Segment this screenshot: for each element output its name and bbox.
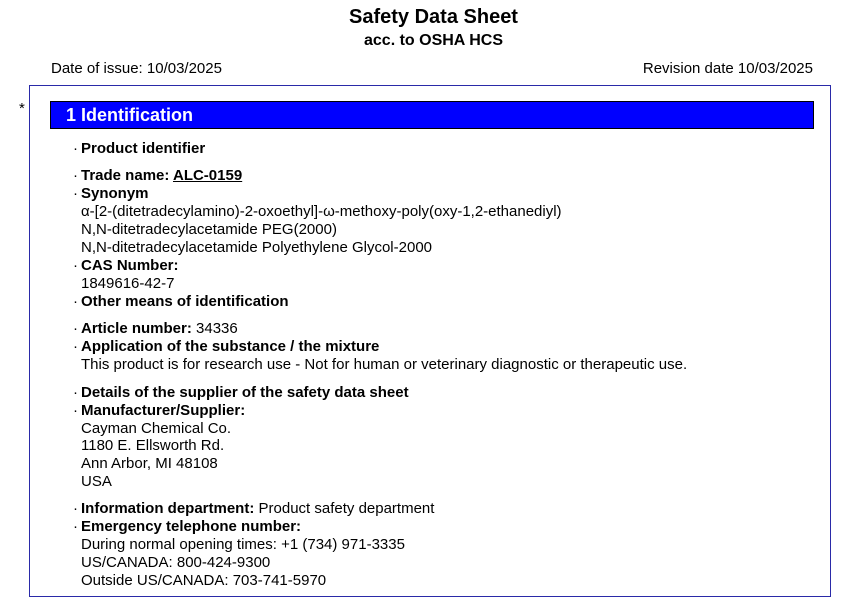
article-number-value: 34336 [196,320,238,337]
supplier-details-label: Details of the supplier of the safety data sheet [81,384,409,401]
trade-name-label: Trade name: [81,167,173,184]
bullet: · [73,140,78,157]
manufacturer-line: Ann Arbor, MI 48108 [81,455,218,472]
trade-name-row [81,167,242,185]
information-department-label: Information department: [81,500,259,517]
manufacturer-label: Manufacturer/Supplier: [81,402,246,419]
manufacturer-line: USA [81,473,112,490]
cas-number-label: CAS Number: [81,257,179,274]
emergency-line: Outside US/CANADA: 703-741-5970 [81,572,327,589]
article-number-label: Article number: [81,320,197,337]
document-title: Safety Data Sheet [349,6,518,28]
manufacturer-line: Cayman Chemical Co. [81,420,232,437]
bullet: · [73,167,78,184]
bullet: · [73,402,78,419]
application-label: Application of the substance / the mixture [81,338,380,355]
emergency-line: US/CANADA: 800-424-9300 [81,554,271,571]
revision-date: Revision date 10/03/2025 [642,60,813,77]
other-means-label: Other means of identification [81,293,289,310]
product-identifier-label: Product identifier [81,140,206,157]
synonym-line: N,N-ditetradecylacetamide PEG(2000) [81,221,337,238]
emergency-line: During normal opening times: +1 (734) 971-3335 [81,536,405,553]
bullet: · [73,293,78,310]
bullet: · [73,185,78,202]
bullet: · [73,500,78,517]
date-of-issue: Date of issue: 10/03/2025 [51,60,222,77]
application-value: This product is for research use - Not for human or veterinary diagnostic or therapeutic use. [81,356,688,373]
cas-number-value: 1849616-42-7 [81,275,175,292]
information-department-value: Product safety department [258,500,435,517]
section-heading: 1 Identification [50,101,814,129]
information-department-row [81,500,434,518]
bullet: · [73,338,78,355]
synonym-label: Synonym [81,185,149,202]
emergency-telephone-label: Emergency telephone number: [81,518,302,535]
trade-name-value: ALC-0159 [172,167,243,184]
manufacturer-line: 1180 E. Ellsworth Rd. [81,437,225,454]
article-number-row [81,320,238,338]
synonym-line: α-[2-(ditetradecylamino)-2-oxoethyl]-ω-methoxy-poly(oxy-1,2-ethanediyl) [81,203,562,220]
bullet: · [73,384,78,401]
change-marker: * [19,100,25,117]
document-subtitle: acc. to OSHA HCS [364,32,503,49]
synonym-line: N,N-ditetradecylacetamide Polyethylene Glycol-2000 [81,239,433,256]
bullet: · [73,518,78,535]
bullet: · [73,320,78,337]
bullet: · [73,257,78,274]
